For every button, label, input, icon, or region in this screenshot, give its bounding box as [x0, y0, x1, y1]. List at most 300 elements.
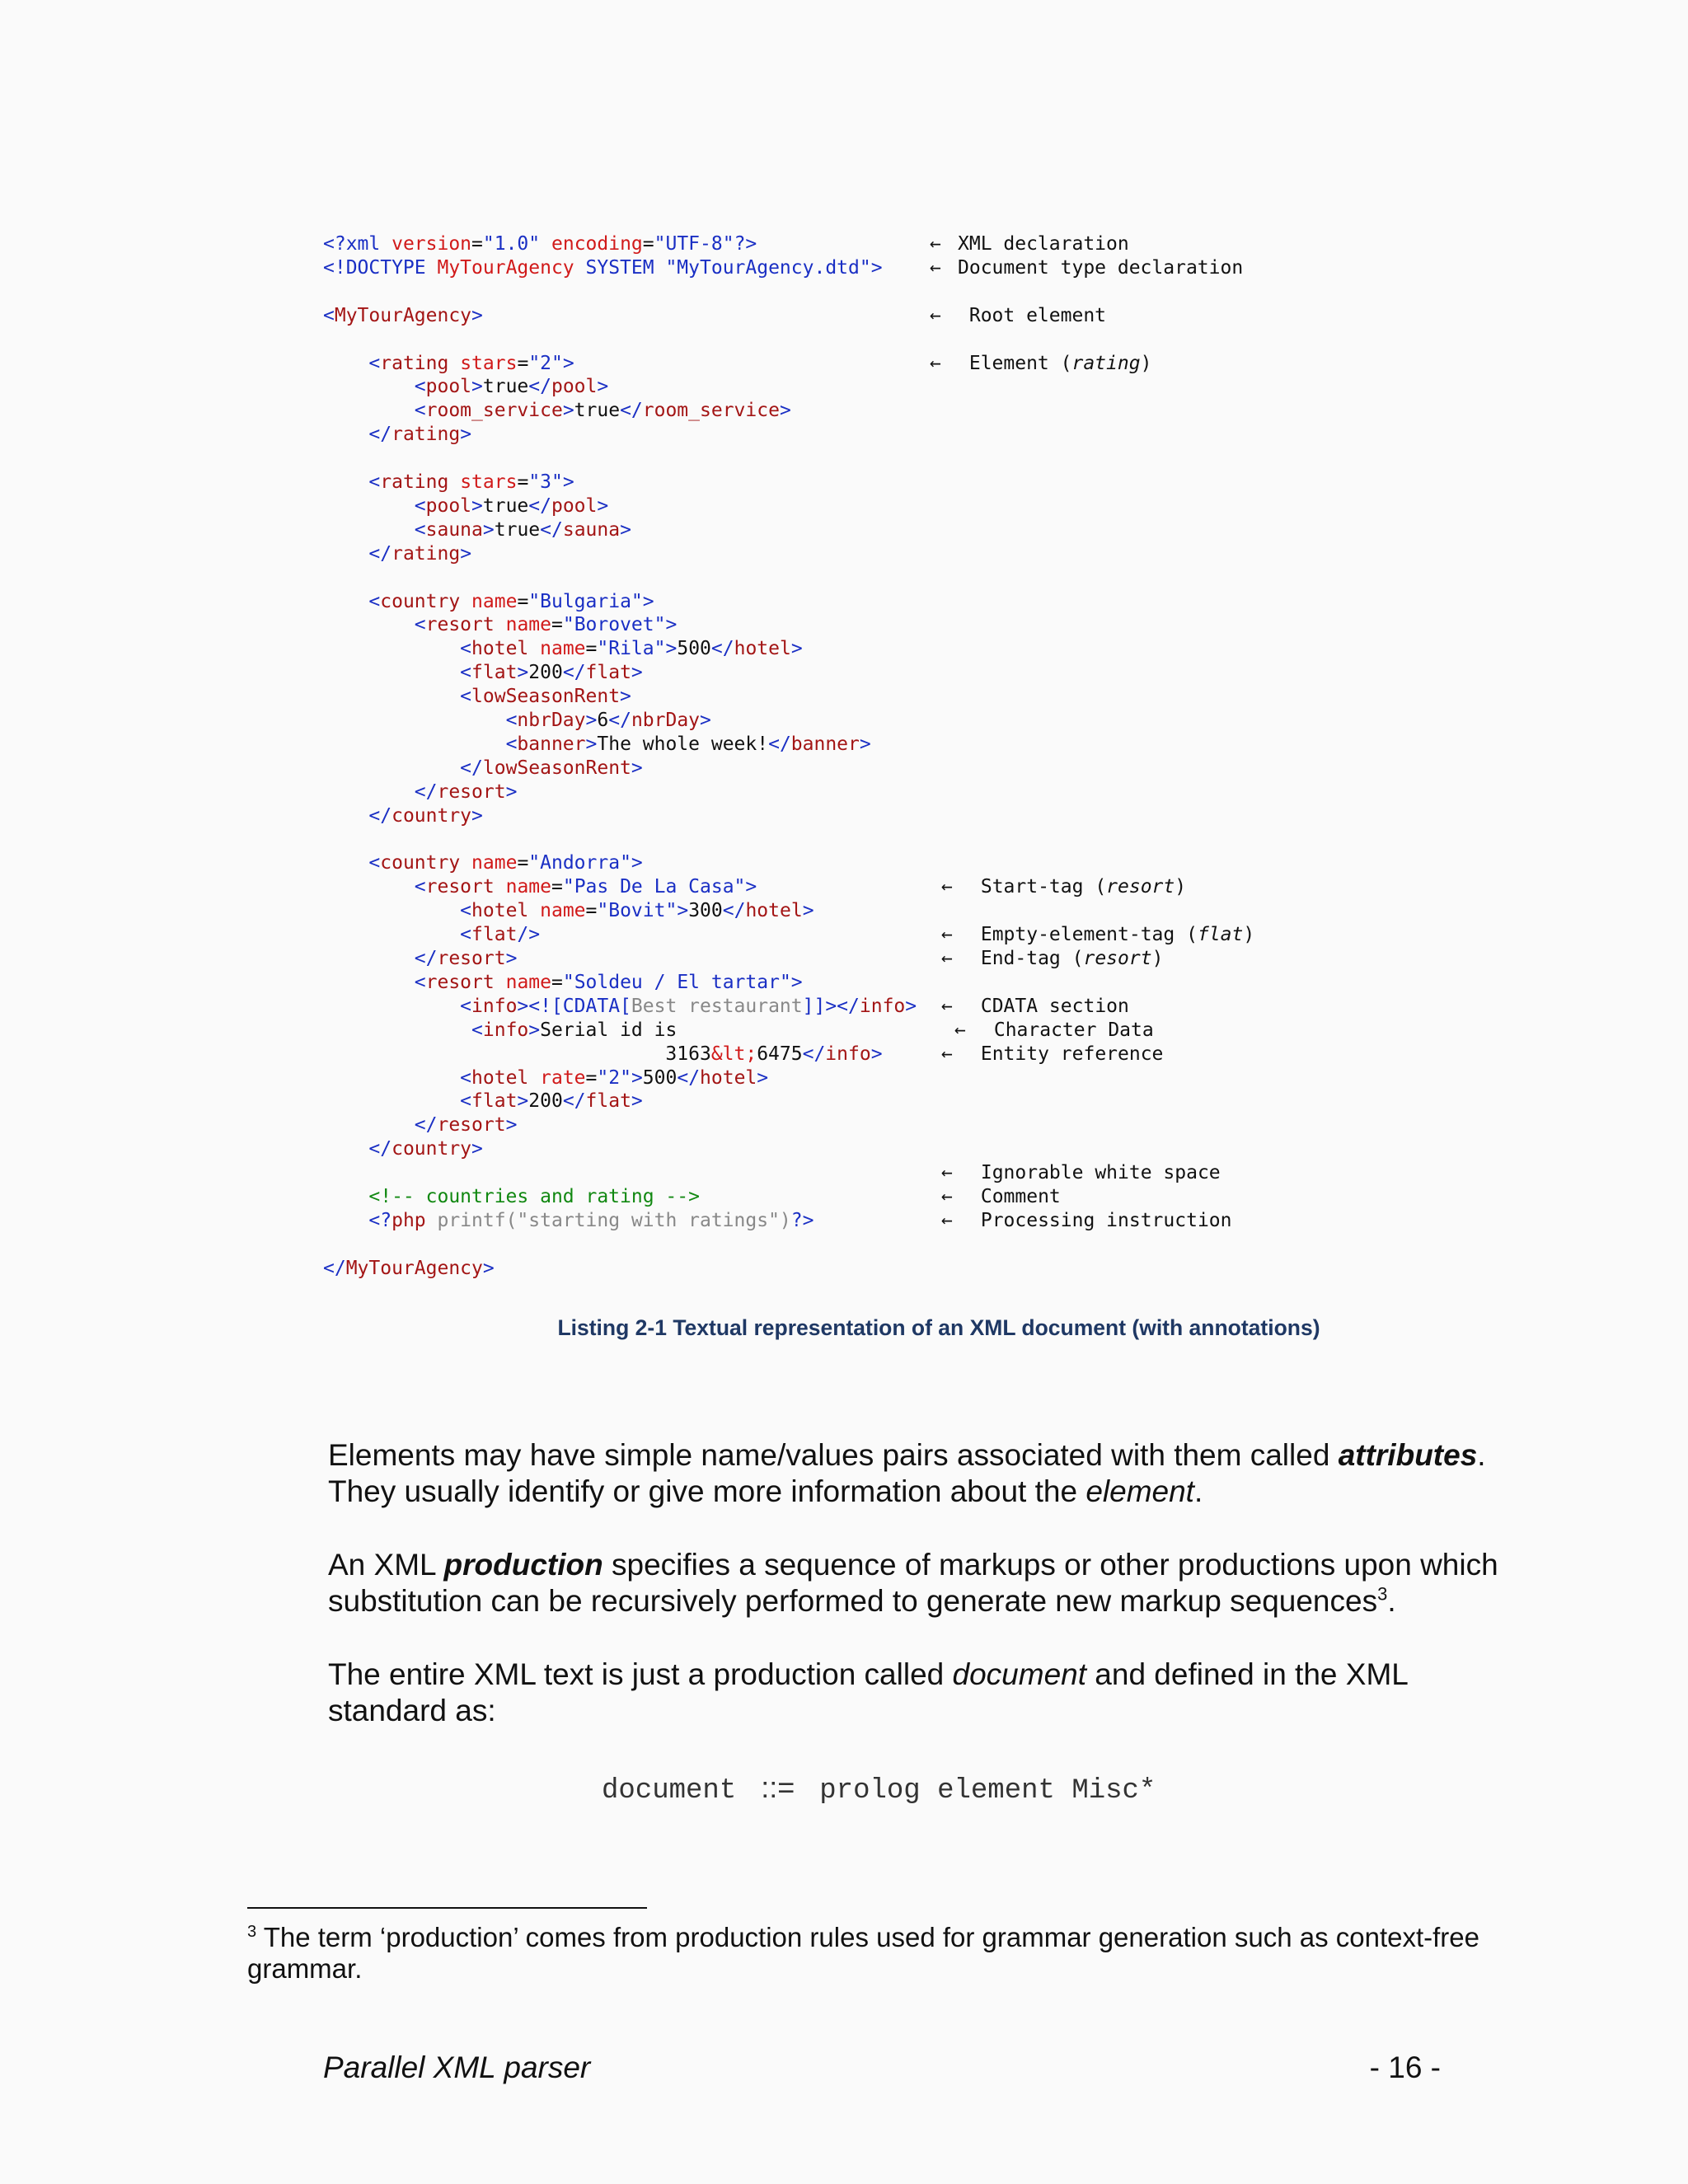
code-token: name — [540, 638, 586, 660]
term-production: production — [443, 1548, 603, 1582]
code-token: < — [460, 1090, 472, 1113]
code-token: > — [585, 710, 598, 731]
code-token: "Pas De La Casa" — [562, 876, 746, 898]
annotation — [930, 232, 1129, 256]
left-arrow-icon: ← — [941, 876, 953, 898]
code-token: > — [802, 900, 814, 922]
code-token — [323, 638, 460, 659]
code-token: </ — [677, 1066, 701, 1089]
code-line — [323, 1090, 643, 1113]
code-token — [540, 233, 551, 255]
code-token: > — [620, 686, 631, 708]
code-line — [323, 1185, 700, 1209]
code-token: name — [471, 852, 518, 874]
code-line — [323, 804, 483, 828]
code-token: printf("starting with ratings") — [437, 1209, 791, 1231]
code-token: > — [505, 780, 518, 803]
code-token: resort — [437, 780, 506, 803]
code-token: name — [505, 971, 551, 993]
code-token: name — [505, 876, 551, 898]
code-token: 500 — [677, 638, 711, 660]
annotation — [941, 1185, 1061, 1209]
code-line — [323, 423, 471, 447]
code-token: > — [562, 352, 574, 374]
code-token: </ — [368, 424, 392, 446]
code-token: = — [585, 1066, 598, 1089]
code-token: > — [585, 733, 598, 755]
code-token: > — [905, 995, 917, 1017]
code-token: < — [460, 1066, 472, 1089]
code-token — [323, 1138, 368, 1160]
code-token: < — [414, 518, 426, 541]
code-token: flat — [471, 1090, 518, 1113]
code-token: version — [392, 233, 472, 255]
code-token: "Bulgaria" — [528, 590, 643, 612]
code-token — [323, 852, 368, 874]
text: . They usually identify or give more information about the — [328, 1438, 1486, 1508]
code-token: lowSeasonRent — [471, 686, 621, 708]
code-token: = — [517, 590, 529, 612]
code-token: > — [482, 518, 495, 541]
code-token: true — [494, 518, 541, 541]
code-token: < — [460, 662, 472, 684]
code-token: < — [414, 971, 426, 993]
code-line — [323, 733, 871, 757]
code-token — [323, 400, 415, 421]
code-token: = — [517, 471, 529, 493]
code-token: </ — [528, 494, 551, 517]
code-token: MyTourAgency — [334, 304, 472, 326]
code-token: </ — [368, 804, 392, 827]
annotation — [941, 875, 1186, 899]
code-token: > — [631, 662, 643, 684]
code-token: = — [585, 638, 598, 660]
code-token: stars — [460, 352, 518, 374]
code-token: </ — [368, 542, 392, 565]
code-token — [323, 710, 506, 731]
code-token: > — [779, 400, 791, 422]
code-token: info — [859, 995, 906, 1017]
annotation — [941, 923, 1254, 947]
left-arrow-icon: ← — [941, 1043, 953, 1065]
code-line — [323, 995, 917, 1019]
code-token — [528, 638, 540, 659]
code-token — [323, 519, 415, 541]
annotation-text: Element (rating) — [958, 352, 1152, 374]
code-token — [323, 1114, 415, 1136]
code-token: resort — [425, 614, 495, 636]
code-token: > — [665, 638, 678, 660]
code-token: < — [368, 352, 381, 374]
code-token: name — [505, 614, 551, 636]
code-token: > — [631, 852, 643, 874]
code-token: = — [585, 900, 598, 922]
code-token: </ — [768, 733, 791, 755]
code-token: info — [825, 1043, 871, 1065]
code-line — [323, 923, 540, 947]
code-token: > — [757, 1066, 769, 1089]
code-token: 300 — [688, 900, 723, 922]
code-token: stars — [460, 471, 518, 493]
code-token: < — [414, 494, 426, 517]
annotation — [930, 352, 1151, 376]
text: An XML — [328, 1548, 444, 1582]
code-line — [323, 661, 643, 685]
code-token: </ — [722, 900, 746, 922]
code-token: pool — [551, 494, 598, 517]
code-token — [323, 733, 506, 755]
text: and defined in the XML standard as: — [328, 1657, 1408, 1727]
code-token: MyTourAgency — [437, 256, 574, 279]
annotation — [930, 256, 1243, 280]
code-line — [323, 757, 643, 780]
code-token: = — [517, 852, 529, 874]
code-token: > — [620, 518, 631, 541]
left-arrow-icon: ← — [930, 352, 941, 374]
code-token: < — [414, 376, 426, 398]
code-token: name — [540, 900, 586, 922]
left-arrow-icon: ← — [941, 1209, 953, 1231]
code-token: flat — [585, 1090, 631, 1113]
grammar-rule — [602, 1770, 1156, 1807]
code-token — [426, 1210, 438, 1231]
code-token — [323, 591, 368, 612]
code-line — [323, 542, 471, 566]
code-token: <? — [368, 1209, 392, 1231]
code-token — [323, 424, 368, 445]
code-token: < — [368, 852, 381, 874]
paragraph-production — [328, 1547, 1515, 1619]
annotation-text: Ignorable white space — [969, 1162, 1221, 1184]
code-token — [495, 614, 506, 635]
code-token — [323, 1019, 471, 1041]
paragraph-attributes — [328, 1437, 1515, 1510]
annotation — [941, 1043, 1163, 1066]
code-token: rating — [380, 352, 449, 374]
code-token: name — [471, 590, 518, 612]
text: . — [1193, 1474, 1203, 1508]
code-token: pool — [425, 494, 472, 517]
code-token: > — [700, 710, 711, 731]
code-token: ><![CDATA[ — [517, 995, 631, 1017]
annotation-text: End-tag (resort) — [969, 948, 1164, 969]
annotation — [954, 1019, 1154, 1043]
grammar-operator: ::= — [761, 1770, 795, 1804]
code-token: > — [859, 733, 871, 755]
annotation-text: Empty-element-tag (flat) — [969, 924, 1255, 946]
code-token: 6 — [597, 710, 609, 731]
code-line — [323, 1043, 883, 1066]
code-token: info — [471, 995, 518, 1017]
code-token: country — [392, 804, 472, 827]
code-line — [323, 375, 608, 399]
code-line — [323, 518, 631, 542]
code-token: < — [414, 400, 426, 422]
code-line — [323, 1066, 768, 1090]
code-token: /> — [517, 924, 541, 946]
code-token: > — [790, 971, 803, 993]
code-token: </ — [414, 948, 438, 969]
footer-title: Parallel XML parser — [323, 2050, 591, 2084]
paragraph-document — [328, 1657, 1515, 1729]
code-token: resort — [437, 948, 506, 969]
code-token: > — [870, 1043, 883, 1065]
code-token: 6475 — [757, 1043, 803, 1065]
code-token: hotel — [734, 638, 791, 660]
annotation — [941, 947, 1163, 971]
code-token — [323, 924, 460, 945]
code-token: </ — [562, 662, 586, 684]
code-line — [323, 780, 517, 804]
code-token: < — [460, 638, 472, 660]
code-token: rate — [540, 1066, 586, 1089]
code-token: SYSTEM — [585, 256, 666, 279]
code-token — [323, 495, 415, 517]
code-line — [323, 232, 757, 256]
footnote-reference[interactable]: 3 — [1377, 1583, 1388, 1605]
grammar-lhs: document — [602, 1775, 737, 1807]
code-token: > — [505, 1114, 518, 1137]
code-token: flat — [471, 662, 518, 684]
code-token: </ — [414, 780, 438, 803]
code-token: < — [505, 733, 518, 755]
code-token: country — [392, 1138, 472, 1160]
code-token: resort — [425, 971, 495, 993]
code-token: Best restaurant — [631, 995, 803, 1017]
code-token: </ — [562, 1090, 586, 1113]
code-token: = — [471, 233, 483, 255]
code-token — [323, 1210, 368, 1231]
annotation-text: Processing instruction — [969, 1209, 1232, 1231]
code-token: The whole week! — [597, 733, 769, 755]
code-token: = — [551, 876, 563, 898]
code-token: "3" — [528, 471, 563, 493]
code-token: true — [574, 400, 621, 422]
code-line — [323, 1019, 677, 1043]
code-token: </ — [460, 757, 483, 779]
left-arrow-icon: ← — [941, 1186, 953, 1207]
code-token — [323, 996, 460, 1017]
term-document: document — [952, 1657, 1087, 1691]
code-token: rating — [380, 471, 449, 493]
code-token: > — [471, 494, 483, 517]
code-token — [448, 471, 460, 493]
code-token: > — [528, 1019, 541, 1041]
code-token: > — [471, 804, 483, 827]
left-arrow-icon: ← — [941, 995, 953, 1017]
code-token: = — [551, 614, 563, 636]
annotation — [930, 304, 1106, 328]
text: The entire XML text is just a production called — [328, 1657, 953, 1691]
code-token: "2" — [597, 1066, 631, 1089]
code-token: > — [597, 494, 609, 517]
code-token: hotel — [471, 1066, 529, 1089]
code-token: "Soldeu / El tartar" — [562, 971, 791, 993]
code-token: > — [665, 614, 678, 636]
code-token: > — [562, 400, 574, 422]
code-token: </ — [323, 1257, 346, 1279]
code-token: sauna — [425, 518, 483, 541]
code-line — [323, 709, 711, 733]
code-token: <?xml — [323, 233, 392, 255]
code-token: "1.0" — [482, 233, 541, 255]
footnote-marker: 3 — [247, 1923, 257, 1941]
code-token: > — [745, 876, 757, 898]
code-token — [323, 805, 368, 827]
code-token: < — [414, 876, 426, 898]
code-token: </ — [540, 518, 563, 541]
code-token — [323, 1090, 460, 1112]
code-token: php — [392, 1209, 426, 1231]
code-token: > — [631, 757, 643, 779]
code-token — [323, 1186, 368, 1207]
code-line — [323, 256, 883, 280]
annotation-text: CDATA section — [969, 995, 1129, 1017]
code-token: &lt; — [710, 1043, 757, 1065]
code-token — [323, 662, 460, 683]
code-line — [323, 1113, 517, 1137]
code-token: hotel — [471, 900, 529, 922]
code-token: Serial id is — [540, 1019, 678, 1041]
code-token: > — [517, 1090, 529, 1113]
code-token: lowSeasonRent — [482, 757, 631, 779]
code-token: < — [471, 1019, 483, 1041]
code-token: 200 — [528, 662, 563, 684]
annotation — [941, 1209, 1232, 1233]
code-token: hotel — [471, 638, 529, 660]
code-token: < — [368, 471, 381, 493]
code-token: ?> — [790, 1209, 814, 1231]
code-token — [323, 757, 460, 779]
code-token: > — [471, 376, 483, 398]
code-token: banner — [517, 733, 586, 755]
code-line — [323, 1137, 483, 1161]
code-token: > — [631, 1066, 643, 1089]
code-token — [323, 614, 415, 635]
code-token — [323, 376, 415, 397]
annotation-text: Root element — [958, 304, 1107, 326]
code-token: room_service — [642, 400, 780, 422]
grammar-rhs: prolog element Misc* — [819, 1775, 1156, 1807]
code-token: < — [460, 686, 472, 708]
annotation-text: Start-tag (resort) — [969, 876, 1187, 898]
listing-caption: Listing 2-1 Textual representation of an XML document (with annotations) — [557, 1315, 1320, 1340]
code-token: > — [677, 900, 689, 922]
text: . — [1387, 1584, 1396, 1618]
text: Elements may have simple name/values pairs associated with them called — [328, 1438, 1339, 1472]
code-token: > — [562, 471, 574, 493]
code-token: = — [642, 233, 654, 255]
code-token: < — [368, 590, 381, 612]
code-token: < — [414, 614, 426, 636]
footnote-separator — [247, 1907, 647, 1909]
code-token — [448, 353, 460, 374]
code-token: flat — [585, 662, 631, 684]
code-token — [323, 543, 368, 565]
code-token: true — [482, 376, 529, 398]
code-line — [323, 851, 643, 875]
code-line — [323, 1209, 814, 1233]
code-token: nbrDay — [631, 710, 701, 731]
code-token: "UTF-8" — [654, 233, 734, 255]
code-token: = — [551, 971, 563, 993]
code-token: > — [631, 1090, 643, 1113]
annotation-text: Entity reference — [969, 1043, 1164, 1065]
code-token — [323, 900, 460, 921]
code-token: rating — [392, 542, 461, 565]
code-token: ]]></ — [802, 995, 860, 1017]
code-line — [323, 1257, 495, 1281]
code-token: < — [323, 304, 335, 326]
code-token: nbrDay — [517, 710, 586, 731]
code-line — [323, 399, 791, 423]
code-token — [460, 591, 471, 612]
code-line — [323, 899, 814, 923]
footnote-text: The term ‘production’ comes from production rules used for grammar generation such as context-free grammar. — [247, 1922, 1479, 1984]
code-token: <!-- countries and rating --> — [368, 1186, 700, 1207]
code-token — [495, 876, 506, 898]
code-token: > — [597, 376, 609, 398]
code-token: country — [380, 590, 461, 612]
code-token: = — [517, 352, 529, 374]
code-token: banner — [790, 733, 860, 755]
code-token — [323, 353, 368, 374]
page-number: - 16 - — [1369, 2050, 1441, 2084]
code-token: < — [460, 900, 472, 922]
code-token — [323, 1067, 460, 1089]
code-token: room_service — [425, 400, 563, 422]
code-token: info — [482, 1019, 529, 1041]
code-token: > — [482, 1257, 495, 1279]
code-token: < — [505, 710, 518, 731]
code-token: </ — [414, 1114, 438, 1137]
code-line — [323, 971, 803, 995]
code-line — [323, 637, 803, 661]
code-token: 500 — [642, 1066, 678, 1089]
code-line — [323, 590, 654, 614]
code-token: country — [380, 852, 461, 874]
code-token: > — [517, 662, 529, 684]
code-token: pool — [551, 376, 598, 398]
code-token: > — [870, 256, 883, 279]
code-token: < — [460, 924, 472, 946]
code-token: flat — [471, 924, 518, 946]
code-token — [323, 948, 415, 969]
annotation-text: Comment — [969, 1186, 1061, 1207]
code-token: </ — [620, 400, 643, 422]
code-line — [323, 352, 574, 376]
left-arrow-icon: ← — [954, 1019, 966, 1041]
code-token: </ — [368, 1138, 392, 1160]
code-token — [460, 852, 471, 874]
code-token: sauna — [562, 518, 621, 541]
annotation-text: Character Data — [982, 1019, 1154, 1041]
code-token — [574, 257, 586, 279]
code-token: hotel — [700, 1066, 757, 1089]
code-token: > — [460, 542, 472, 565]
code-token: "Andorra" — [528, 852, 631, 874]
code-token — [528, 1067, 540, 1089]
left-arrow-icon: ← — [930, 256, 941, 279]
code-line — [323, 947, 517, 971]
code-token: rating — [392, 424, 461, 446]
term-attributes: attributes — [1338, 1438, 1478, 1472]
code-token: resort — [437, 1114, 506, 1137]
code-token: < — [460, 995, 472, 1017]
footnote — [247, 1922, 1533, 1985]
code-token: "Rila" — [597, 638, 666, 660]
code-token — [323, 471, 368, 493]
